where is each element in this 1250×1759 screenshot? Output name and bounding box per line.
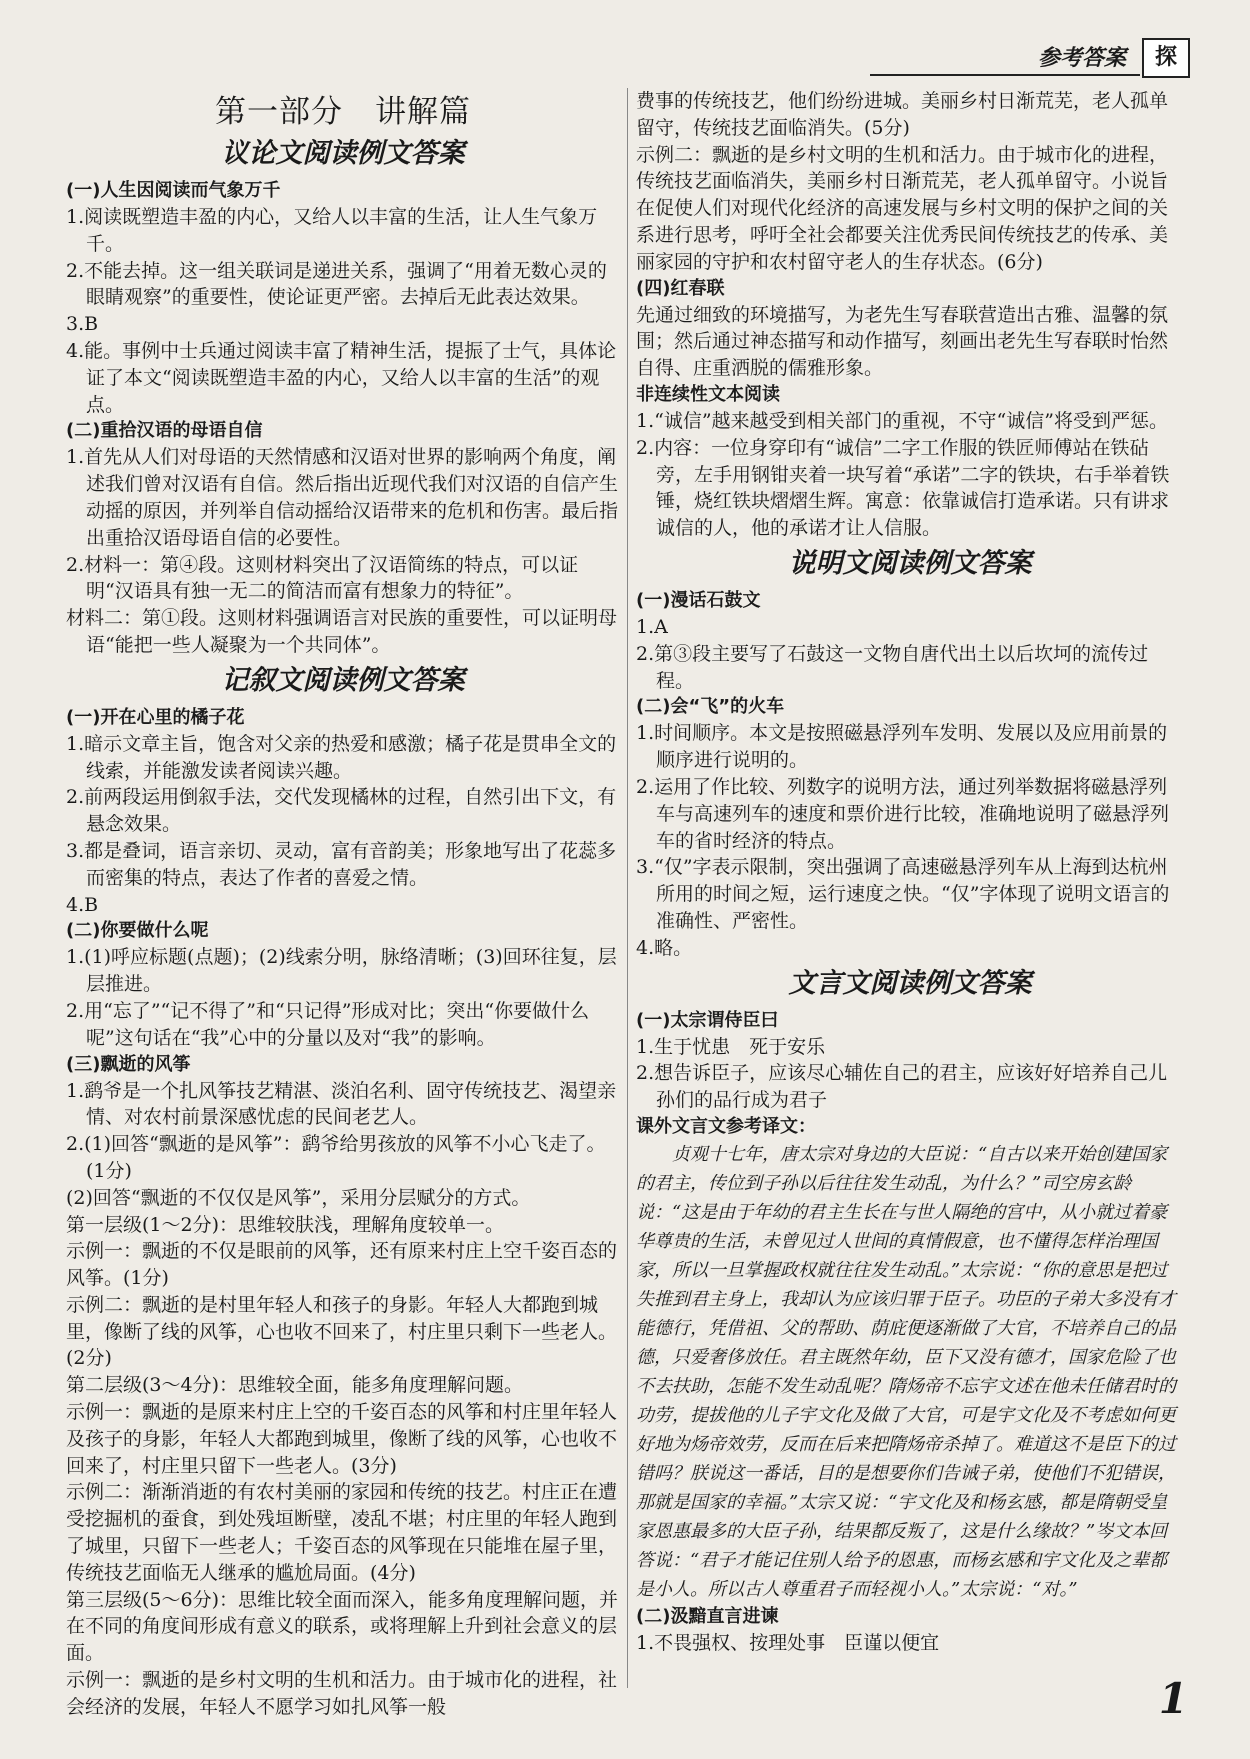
answer-item: 1.阅读既塑造丰盈的内心，又给人以丰富的生活，让人生气象万千。	[66, 206, 598, 255]
answer-paragraph: 示例二：渐渐消逝的有农村美丽的家园和传统的技艺。村庄正在遭受挖掘机的蚕食，到处残垣断壁，凌乱不堪；村庄里的年轻人跑到了城里，只留下一些老人；千姿百态的风筝现在只能堆在屋子里，传统技艺面临无人继承的尴尬局面。(4分)	[66, 1481, 618, 1584]
section-title-argumentative: 议论文阅读例文答案	[221, 138, 465, 169]
answer-paragraph: 示例一：飘逝的不仅是眼前的风筝，还有原来村庄上空千姿百态的风筝。(1分)	[66, 1240, 618, 1290]
subsection-title: (一)太宗谓侍臣曰	[636, 1009, 779, 1031]
answer-item: 4.B	[66, 893, 99, 916]
answer-paragraph: 第一层级(1～2分)：思维较肤浅，理解角度较单一。	[66, 1213, 505, 1236]
answer-item: 2.运用了作比较、列数字的说明方法，通过列举数据将磁悬浮列车与高速列车的速度和票价进行比较，准确地说明了磁悬浮列车的省时经济的特点。	[636, 775, 1170, 852]
subsection-title: 非连续性文本阅读	[636, 383, 780, 405]
answer-item: 2.用“忘了”“记不得了”和“只记得”形成对比；突出“你要做什么呢”这句话在“我”心中的分量以及对“我”的影响。	[66, 999, 590, 1049]
answer-item: 2.(1)回答“飘逝的是风筝”：鹞爷给男孩放的风筝不小心飞走了。(1分)	[66, 1133, 606, 1182]
subsection-title: (二)汲黯直言进谏	[636, 1605, 779, 1627]
answer-item: 3.B	[66, 313, 99, 336]
right-column	[636, 88, 1184, 1657]
header-rule	[870, 74, 1140, 76]
page-header	[870, 40, 1190, 80]
translation-title: 课外文言文参考译文：	[636, 1115, 816, 1137]
answer-paragraph: 示例二：飘逝的是村里年轻人和孩子的身影。年轻人大都跑到城里，像断了线的风筝，心也收不回来了，村庄里只剩下一些老人。(2分)	[66, 1293, 618, 1370]
page-number: 1	[1158, 1674, 1188, 1723]
answer-item: 2.想告诉臣子，应该尽心辅佐自己的君主，应该好好培养自己儿孙们的品行成为君子	[636, 1062, 1168, 1112]
answer-item: 1.生于忧患 死于安乐	[636, 1035, 826, 1058]
section-title-classical: 文言文阅读例文答案	[788, 967, 1032, 999]
answer-item: 材料二：第①段。这则材料强调语言对民族的重要性，可以证明母语“能把一些人凝聚为一个共同体”。	[66, 607, 618, 656]
answer-item: 4.略。	[636, 936, 693, 959]
answer-paragraph: (2)回答“飘逝的不仅仅是风筝”，采用分层赋分的方式。	[66, 1186, 531, 1209]
subsection-title: (二)重拾汉语的母语自信	[66, 420, 263, 442]
answer-item: 1.时间顺序。本文是按照磁悬浮列车发明、发展以及应用前景的顺序进行说明的。	[636, 722, 1168, 772]
answer-paragraph: 第三层级(5～6分)：思维比较全面而深入，能多角度理解问题，并在不同的角度间形成有意义的联系，或将理解上升到社会意义的层面。	[66, 1588, 619, 1665]
answer-item: 3.都是叠词，语言亲切、灵动，富有音韵美；形象地写出了花蕊多而密集的特点，表达了作者的喜爱之情。	[66, 839, 617, 889]
subsection-title: (三)飘逝的风筝	[66, 1053, 191, 1075]
subsection-title: (一)人生因阅读而气象万千	[66, 180, 281, 201]
subsection-title: (一)漫话石鼓文	[636, 589, 761, 611]
answer-item: 4.能。事例中士兵通过阅读丰富了精神生活，提振了士气，具体论证了本文“阅读既塑造丰盈的内心，又给人以丰富的生活”的观点。	[66, 339, 617, 416]
answer-paragraph: 费事的传统技艺，他们纷纷进城。美丽乡村日渐荒芜，老人孤单留守，传统技艺面临消失。(5分)	[636, 90, 1169, 139]
answer-item: 1.暗示文章主旨，饱含对父亲的热爱和感激；橘子花是贯串全文的线索，并能激发读者阅读兴趣。	[66, 732, 617, 782]
section-title-narrative: 记叙文阅读例文答案	[221, 664, 465, 696]
subsection-title: (二)会“飞”的火车	[636, 696, 785, 718]
answer-paragraph: 示例一：飘逝的是原来村庄上空的千姿百态的风筝和村庄里年轻人及孩子的身影，年轻人大都跑到城里，像断了线的风筝，心也收不回来了，村庄里只留下一些老人。(3分)	[66, 1401, 618, 1477]
answer-item: 2.内容：一位身穿印有“诚信”二字工作服的铁匠师傅站在铁砧旁，左手用钢钳夹着一块写着“承诺”二字的铁块，右手举着铁锤，烧红铁块熠熠生辉。寓意：依靠诚信打造承诺。只有讲求诚信的人，他的承诺才让人信服。	[636, 436, 1170, 540]
answer-paragraph: 示例二：飘逝的是乡村文明的生机和活力。由于城市化的进程，传统技艺面临消失，美丽乡村日渐荒芜，老人孤单留守。小说旨在促使人们对现代化经济的高速发展与乡村文明的保护之间的关系进行思考，呼吁全社会都要关注优秀民间传统技艺的传承、美丽家园的守护和农村留守老人的生存状态。(6分)	[636, 143, 1169, 273]
answer-paragraph: 示例一：飘逝的是乡村文明的生机和活力。由于城市化的进程，社会经济的发展，年轻人不愿学习如扎风筝一般	[66, 1669, 618, 1718]
answer-item: 1.“诚信”越来越受到相关部门的重视，不守“诚信”将受到严惩。	[636, 409, 1168, 432]
translation-text: 贞观十七年，唐太宗对身边的大臣说：“自古以来开始创建国家的君主，传位到子孙以后往往发生动乱，为什么？”司空房玄龄说：“这是由于年幼的君主生长在与世人隔绝的宫中，从小就过着豪华尊贵的生活，未曾见过人世间的真情假意，也不懂得怎样治理国家，所以一旦掌握政权就往往发生动乱。”太宗说：“你的意思是把过失推到君主身上，我却认为应该归罪于臣子。功臣的子弟大多没有才能德行，凭借祖、父的帮助、荫庇便逐渐做了大官，不培养自己的品德，只爱奢侈放任。君主既然年幼，臣下又没有德才，国家危险了也不去扶助，怎能不发生动乱呢？隋炀帝不忘宇文述在他未任储君时的功劳，提拔他的儿子宇文化及做了大官，可是宇文化及不考虑如何更好地为炀帝效劳，反而在后来把隋炀帝杀掉了。难道这不是臣下的过错吗？朕说这一番话，目的是想要你们告诫子弟，使他们不犯错误，那就是国家的幸福。”太宗又说：“宇文化及和杨玄感，都是隋朝受皇家恩惠最多的大臣子孙，结果都反叛了，这是什么缘故？”岑文本回答说：“君子才能记住别人给予的恩惠，而杨玄感和宇文化及之辈都是小人。所以古人尊重君子而轻视小人。”太宗说：“对。”	[636, 1143, 1176, 1600]
section-title-expository: 说明文阅读例文答案	[788, 547, 1032, 579]
answer-item: 1.首先从人们对母语的天然情感和汉语对世界的影响两个角度，阐述我们曾对汉语有自信。然后指出近现代我们对汉语的自信产生动摇的原因，并列举自信动摇给汉语带来的危机和伤害。最后指出重拾汉语母语自信的必要性。	[66, 446, 619, 549]
answer-item: 2.不能去掉。这一组关联词是递进关系，强调了“用着无数心灵的眼睛观察”的重要性，使论证更严密。去掉后无此表达效果。	[66, 259, 607, 309]
subsection-title: (一)开在心里的橘子花	[66, 706, 245, 728]
answer-paragraph: 先通过细致的环境描写，为老先生写春联营造出古雅、温馨的氛围；然后通过神态描写和动作描写，刻画出老先生写春联时怡然自得、庄重洒脱的儒雅形象。	[636, 303, 1169, 380]
answer-item: 2.第③段主要写了石鼓这一文物自唐代出土以后坎坷的流传过程。	[636, 642, 1149, 692]
answer-item: 1.(1)呼应标题(点题)；(2)线索分明，脉络清晰；(3)回环往复，层层推进。	[66, 946, 617, 996]
part-title: 第一部分 讲解篇	[215, 94, 471, 130]
answer-item: 1.鹞爷是一个扎风筝技艺精湛、淡泊名利、固守传统技艺、渴望亲情、对农村前景深感忧虑的民间老艺人。	[66, 1079, 617, 1129]
answer-paragraph: 第二层级(3～4分)：思维较全面，能多角度理解问题。	[66, 1374, 524, 1397]
answer-item: 2.前两段运用倒叙手法，交代发现橘林的过程，自然引出下文，有悬念效果。	[66, 786, 617, 836]
column-divider	[627, 88, 628, 1688]
header-title: 参考答案	[1037, 46, 1126, 71]
answer-item: 1.A	[636, 615, 668, 638]
subsection-title: (四)红春联	[636, 277, 725, 299]
subsection-title: (二)你要做什么呢	[66, 920, 209, 942]
answer-item: 3.“仅”字表示限制，突出强调了高速磁悬浮列车从上海到达杭州所用的时间之短，运行速度之快。“仅”字体现了说明文语言的准确性、严密性。	[636, 856, 1170, 932]
answer-item: 2.材料一：第④段。这则材料突出了汉语简练的特点，可以证明“汉语具有独一无二的简洁而富有想象力的特征”。	[66, 553, 579, 603]
left-column	[66, 88, 620, 1721]
answer-item: 1.不畏强权、按理处事 臣谨以便宜	[636, 1631, 940, 1654]
publisher-logo: 探	[1142, 38, 1190, 78]
